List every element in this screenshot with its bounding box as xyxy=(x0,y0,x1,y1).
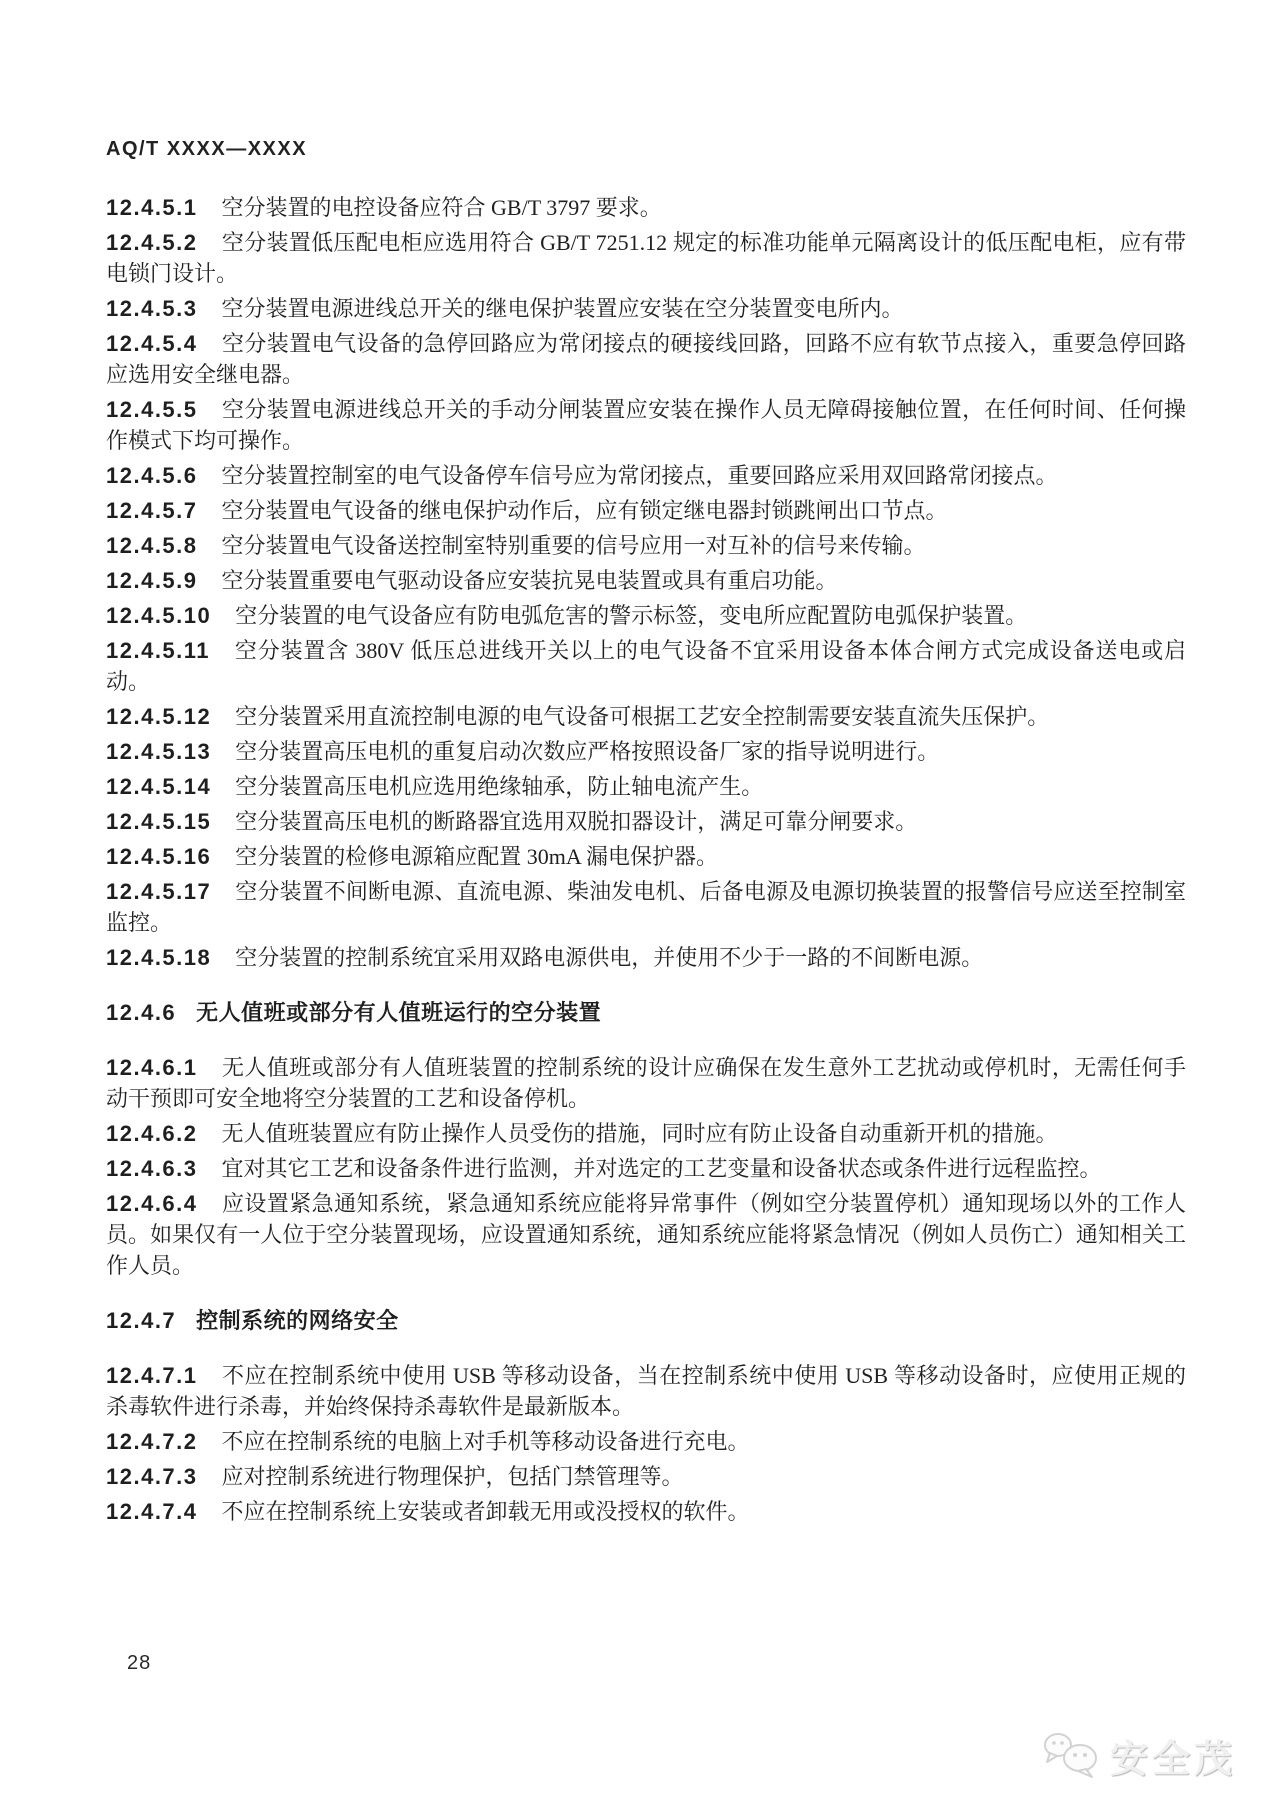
clause-text: 宜对其它工艺和设备条件进行监测，并对选定的工艺变量和设备状态或条件进行远程监控。 xyxy=(221,1156,1102,1181)
clause-number: 12.4.5.13 xyxy=(106,739,212,764)
clause-number: 12.4.7.2 xyxy=(106,1429,198,1454)
clause-number: 12.4.5.18 xyxy=(106,945,212,970)
clause-paragraph xyxy=(106,394,1186,456)
clause-number: 12.4.6.1 xyxy=(106,1055,198,1080)
clause-text: 空分装置电气设备送控制室特别重要的信号应用一对互补的信号来传输。 xyxy=(221,533,926,558)
clause-text: 空分装置控制室的电气设备停车信号应为常闭接点，重要回路应采用双回路常闭接点。 xyxy=(221,463,1058,488)
clause-text: 空分装置电气设备的急停回路应为常闭接点的硬接线回路，回路不应有软节点接入，重要急停回路应选用安全继电器。 xyxy=(106,331,1186,387)
clause-text: 空分装置的控制系统宜采用双路电源供电，并使用不少于一路的不间断电源。 xyxy=(235,945,984,970)
wechat-icon xyxy=(1042,1731,1100,1781)
clause-text: 不应在控制系统的电脑上对手机等移动设备进行充电。 xyxy=(221,1429,750,1454)
clause-text: 空分装置高压电机的重复启动次数应严格按照设备厂家的指导说明进行。 xyxy=(235,739,940,764)
clause-text: 空分装置的电控设备应符合 GB/T 3797 要求。 xyxy=(221,195,662,220)
clause-text: 空分装置电源进线总开关的手动分闸装置应安装在操作人员无障碍接触位置，在任何时间、任何操作模式下均可操作。 xyxy=(106,397,1186,453)
clause-paragraph xyxy=(106,460,1186,491)
clause-paragraph xyxy=(106,771,1186,802)
clause-number: 12.4.5.6 xyxy=(106,463,198,488)
clause-paragraph xyxy=(106,1461,1186,1492)
clause-paragraph xyxy=(106,328,1186,390)
clause-number: 12.4.5.2 xyxy=(106,230,198,255)
clause-text: 空分装置的电气设备应有防电弧危害的警示标签，变电所应配置防电弧保护装置。 xyxy=(235,603,1028,628)
clause-paragraph xyxy=(106,806,1186,837)
clause-paragraph xyxy=(106,1118,1186,1149)
clause-number: 12.4.7.4 xyxy=(106,1499,198,1524)
clause-number: 12.4.5.8 xyxy=(106,533,198,558)
clause-paragraph xyxy=(106,1052,1186,1114)
clause-number: 12.4.6.4 xyxy=(106,1191,198,1216)
clause-text: 空分装置低压配电柜应选用符合 GB/T 7251.12 规定的标准功能单元隔离设计的低压配电柜，应有带电锁门设计。 xyxy=(106,230,1186,286)
clause-number: 12.4.7.1 xyxy=(106,1363,198,1388)
clause-text: 空分装置含 380V 低压总进线开关以上的电气设备不宜采用设备本体合闸方式完成设备送电或启动。 xyxy=(106,638,1186,694)
clause-paragraph xyxy=(106,495,1186,526)
clause-paragraph xyxy=(106,530,1186,561)
clause-paragraph xyxy=(106,293,1186,324)
clause-text: 空分装置高压电机应选用绝缘轴承，防止轴电流产生。 xyxy=(235,774,764,799)
clause-paragraph xyxy=(106,841,1186,872)
watermark-text: 安全茂 xyxy=(1109,1739,1236,1781)
clause-number: 12.4.5.12 xyxy=(106,704,212,729)
clause-number: 12.4.5.3 xyxy=(106,296,198,321)
clause-paragraph xyxy=(106,192,1186,223)
clause-number: 12.4.5.17 xyxy=(106,879,212,904)
clause-paragraph xyxy=(106,701,1186,732)
clause-text: 空分装置的检修电源箱应配置 30mA 漏电保护器。 xyxy=(235,844,719,869)
clause-paragraph xyxy=(106,942,1186,973)
clause-text: 空分装置重要电气驱动设备应安装抗晃电装置或具有重启功能。 xyxy=(221,568,838,593)
section-heading xyxy=(106,997,1186,1028)
section-heading-text: 控制系统的网络安全 xyxy=(196,1308,399,1333)
clause-text: 无人值班或部分有人值班装置的控制系统的设计应确保在发生意外工艺扰动或停机时，无需任何手动干预即可安全地将空分装置的工艺和设备停机。 xyxy=(106,1055,1186,1111)
clause-paragraph xyxy=(106,227,1186,289)
page-number: 28 xyxy=(127,1652,152,1674)
clause-number: 12.4.5.14 xyxy=(106,774,212,799)
clause-number: 12.4.7 xyxy=(106,1308,177,1333)
clause-text: 空分装置电源进线总开关的继电保护装置应安装在空分装置变电所内。 xyxy=(221,296,904,321)
clause-number: 12.4.5.11 xyxy=(106,638,211,663)
clause-paragraph xyxy=(106,600,1186,631)
section-heading xyxy=(106,1305,1186,1336)
clause-text: 应设置紧急通知系统，紧急通知系统应能将异常事件（例如空分装置停机）通知现场以外的工作人员。如果仅有一人位于空分装置现场，应设置通知系统，通知系统应能将紧急情况（例如人员伤亡）通知相关工作人员。 xyxy=(106,1191,1186,1278)
running-header: AQ/T XXXX—XXXX xyxy=(106,138,308,160)
clause-paragraph xyxy=(106,1360,1186,1422)
clause-paragraph xyxy=(106,876,1186,938)
document-body xyxy=(106,192,1186,1531)
clause-text: 无人值班装置应有防止操作人员受伤的措施，同时应有防止设备自动重新开机的措施。 xyxy=(221,1121,1058,1146)
clause-paragraph xyxy=(106,565,1186,596)
clause-paragraph xyxy=(106,1496,1186,1527)
clause-text: 空分装置不间断电源、直流电源、柴油发电机、后备电源及电源切换装置的报警信号应送至控制室监控。 xyxy=(106,879,1186,935)
clause-number: 12.4.6.3 xyxy=(106,1156,198,1181)
section-heading-text: 无人值班或部分有人值班运行的空分装置 xyxy=(196,1000,602,1025)
clause-number: 12.4.5.1 xyxy=(106,195,198,220)
clause-text: 空分装置电气设备的继电保护动作后，应有锁定继电器封锁跳闸出口节点。 xyxy=(221,498,948,523)
clause-paragraph xyxy=(106,736,1186,767)
clause-text: 不应在控制系统中使用 USB 等移动设备，当在控制系统中使用 USB 等移动设备时，应使用正规的杀毒软件进行杀毒，并始终保持杀毒软件是最新版本。 xyxy=(106,1363,1186,1419)
clause-number: 12.4.6 xyxy=(106,1000,177,1025)
clause-paragraph xyxy=(106,1153,1186,1184)
clause-number: 12.4.5.16 xyxy=(106,844,212,869)
clause-number: 12.4.6.2 xyxy=(106,1121,198,1146)
clause-text: 空分装置采用直流控制电源的电气设备可根据工艺安全控制需要安装直流失压保护。 xyxy=(235,704,1050,729)
clause-number: 12.4.5.15 xyxy=(106,809,212,834)
clause-number: 12.4.5.4 xyxy=(106,331,198,356)
clause-paragraph xyxy=(106,635,1186,697)
clause-text: 空分装置高压电机的断路器宜选用双脱扣器设计，满足可靠分闸要求。 xyxy=(235,809,918,834)
clause-number: 12.4.5.9 xyxy=(106,568,198,593)
clause-number: 12.4.5.7 xyxy=(106,498,198,523)
clause-number: 12.4.5.10 xyxy=(106,603,212,628)
clause-text: 应对控制系统进行物理保护，包括门禁管理等。 xyxy=(221,1464,684,1489)
clause-number: 12.4.5.5 xyxy=(106,397,198,422)
clause-number: 12.4.7.3 xyxy=(106,1464,198,1489)
clause-paragraph xyxy=(106,1426,1186,1457)
clause-paragraph xyxy=(106,1188,1186,1281)
clause-text: 不应在控制系统上安装或者卸载无用或没授权的软件。 xyxy=(221,1499,750,1524)
watermark xyxy=(1042,1728,1236,1783)
